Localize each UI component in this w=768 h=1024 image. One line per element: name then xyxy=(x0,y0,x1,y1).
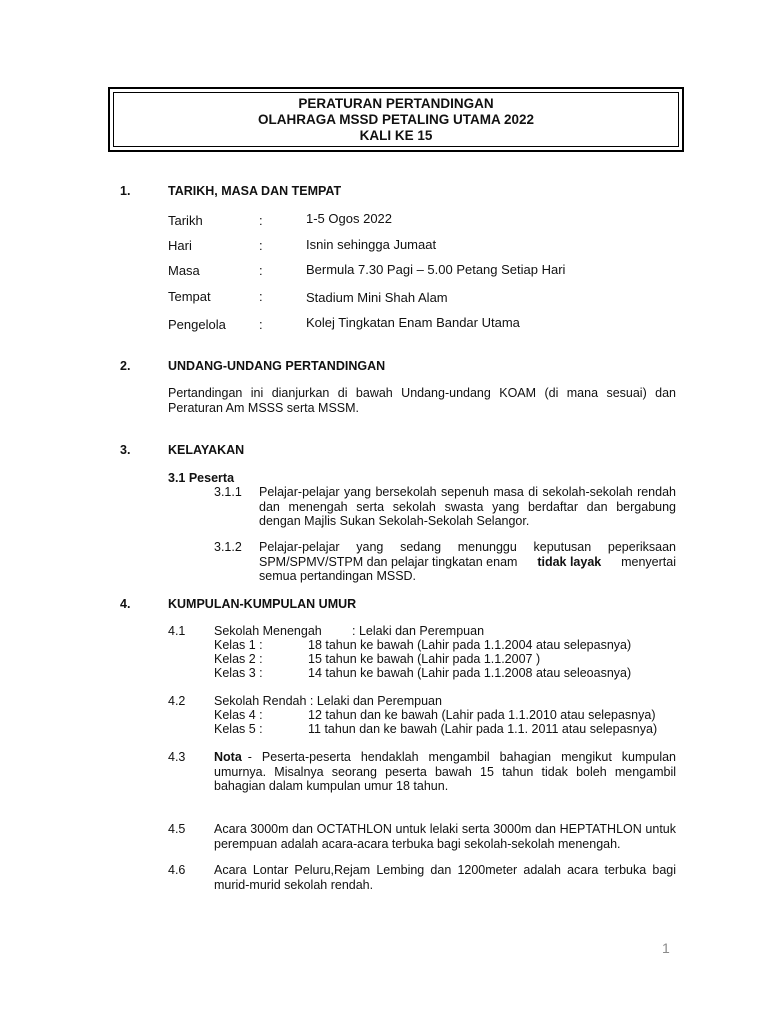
title-line-1: PERATURAN PERTANDINGAN xyxy=(298,96,494,111)
item-3-1-1-text xyxy=(259,485,676,529)
item-4-3-line-1-text: - Peserta-peserta hendaklah mengambil bahagian mengikut kumpulan xyxy=(247,750,676,764)
tempat-label: Tempat xyxy=(168,289,211,304)
item-4-5-text xyxy=(214,822,676,851)
kelas-4-desc: 12 tahun dan ke bawah (Lahir pada 1.1.2010 atau selepasnya) xyxy=(308,708,656,722)
title-line-3: KALI KE 15 xyxy=(359,128,433,143)
section-1-number: 1. xyxy=(120,184,131,198)
kelas-1-desc: 18 tahun ke bawah (Lahir pada 1.1.2004 atau selepasnya) xyxy=(308,638,632,652)
item-4-3-text xyxy=(214,750,676,794)
kelas-5-desc: 11 tahun dan ke bawah (Lahir pada 1.1. 2011 atau selepasnya) xyxy=(308,722,658,736)
section-2-line-1: Pertandingan ini dianjurkan di bawah Undang-undang KOAM (di mana sesuai) dan xyxy=(168,386,676,400)
tidak-layak-emphasis: tidak layak xyxy=(537,554,602,569)
item-4-1-label: Sekolah Menengah xyxy=(214,624,322,638)
item-4-5-line-1: Acara 3000m dan OCTATHLON untuk lelaki serta 3000m dan HEPTATHLON untuk xyxy=(214,822,676,836)
section-2-paragraph xyxy=(168,386,676,415)
section-3-heading: KELAYAKAN xyxy=(168,443,245,457)
masa-label: Masa xyxy=(168,263,200,278)
item-4-3-line-1 xyxy=(214,750,676,765)
item-3-1-2-line-1: Pelajar-pelajar yang sedang menunggu keputusan peperiksaan xyxy=(259,540,676,554)
hari-value: Isnin sehingga Jumaat xyxy=(306,237,437,252)
page-number: 1 xyxy=(662,940,670,956)
subsection-3-1-heading: 3.1 Peserta xyxy=(168,471,235,485)
title-line-2: OLAHRAGA MSSD PETALING UTAMA 2022 xyxy=(257,112,535,127)
tempat-value: Stadium Mini Shah Alam xyxy=(306,290,448,305)
item-4-6-number: 4.6 xyxy=(168,863,186,877)
item-3-1-2-text xyxy=(259,540,676,584)
section-2-line-2: Peraturan Am MSSS serta MSSM. xyxy=(168,400,360,415)
masa-separator: : xyxy=(259,263,263,278)
nota-label: Nota xyxy=(214,750,242,764)
hari-separator: : xyxy=(259,238,263,253)
item-4-6-line-2: murid-murid sekolah rendah. xyxy=(214,877,374,892)
section-2-heading: UNDANG-UNDANG PERTANDINGAN xyxy=(168,359,386,373)
section-3-number: 3. xyxy=(120,443,131,457)
item-3-1-2-line-2-c: menyertai xyxy=(621,554,676,569)
item-3-1-2-number: 3.1.2 xyxy=(214,540,242,554)
section-4-heading: KUMPULAN-KUMPULAN UMUR xyxy=(168,597,357,611)
item-4-2-label: Sekolah Rendah : Lelaki dan Perempuan xyxy=(214,694,442,708)
item-4-6-text xyxy=(214,863,676,892)
kelas-4-label: Kelas 4 : xyxy=(214,708,263,722)
masa-value: Bermula 7.30 Pagi – 5.00 Petang Setiap Hari xyxy=(306,262,566,277)
item-3-1-1-line-3: dengan Majlis Sukan Sekolah-Sekolah Selangor. xyxy=(259,514,530,528)
kelas-2-label: Kelas 2 : xyxy=(214,652,263,666)
item-3-1-2-line-2 xyxy=(259,555,676,570)
pengelola-label: Pengelola xyxy=(168,317,226,332)
item-3-1-2-line-3: semua pertandingan MSSD. xyxy=(259,569,417,583)
item-4-6-line-1: Acara Lontar Peluru,Rejam Lembing dan 1200meter adalah acara terbuka bagi xyxy=(214,863,676,877)
pengelola-value: Kolej Tingkatan Enam Bandar Utama xyxy=(306,315,520,330)
item-4-3-line-3: bahagian dalam kumpulan umur 18 tahun. xyxy=(214,779,449,793)
item-4-1-gender: : Lelaki dan Perempuan xyxy=(352,624,485,638)
item-4-5-number: 4.5 xyxy=(168,822,186,836)
tarikh-value: 1-5 Ogos 2022 xyxy=(306,211,393,226)
pengelola-separator: : xyxy=(259,317,263,332)
tempat-separator: : xyxy=(259,289,263,304)
section-4-number: 4. xyxy=(120,597,131,611)
section-2-number: 2. xyxy=(120,359,131,373)
item-4-3-line-2: umurnya. Misalnya seorang peserta bawah 15 tahun tidak boleh mengambil xyxy=(214,764,676,779)
section-1-heading: TARIKH, MASA DAN TEMPAT xyxy=(168,184,342,198)
tarikh-label: Tarikh xyxy=(168,213,203,228)
item-4-3-number: 4.3 xyxy=(168,750,186,764)
kelas-3-label: Kelas 3 : xyxy=(214,666,263,680)
item-3-1-1-line-2: dan menengah serta sekolah swasta yang berdaftar dan bergabung xyxy=(259,499,676,514)
item-4-5-line-2: perempuan adalah acara-acara terbuka bagi sekolah-sekolah menengah. xyxy=(214,836,621,851)
title-box xyxy=(108,87,684,152)
kelas-2-desc: 15 tahun ke bawah (Lahir pada 1.1.2007 ) xyxy=(308,652,541,666)
kelas-1-label: Kelas 1 : xyxy=(214,638,263,652)
item-3-1-1-number: 3.1.1 xyxy=(214,485,242,499)
item-3-1-2-line-2-a: SPM/SPMV/STPM dan pelajar tingkatan enam xyxy=(259,554,518,569)
item-4-1-number: 4.1 xyxy=(168,624,186,638)
item-3-1-1-line-1: Pelajar-pelajar yang bersekolah sepenuh masa di sekolah-sekolah rendah xyxy=(259,485,676,499)
tarikh-separator: : xyxy=(259,213,263,228)
hari-label: Hari xyxy=(168,238,192,253)
kelas-5-label: Kelas 5 : xyxy=(214,722,263,736)
kelas-3-desc: 14 tahun ke bawah (Lahir pada 1.1.2008 atau seleoasnya) xyxy=(308,666,632,680)
item-4-2-number: 4.2 xyxy=(168,694,186,708)
